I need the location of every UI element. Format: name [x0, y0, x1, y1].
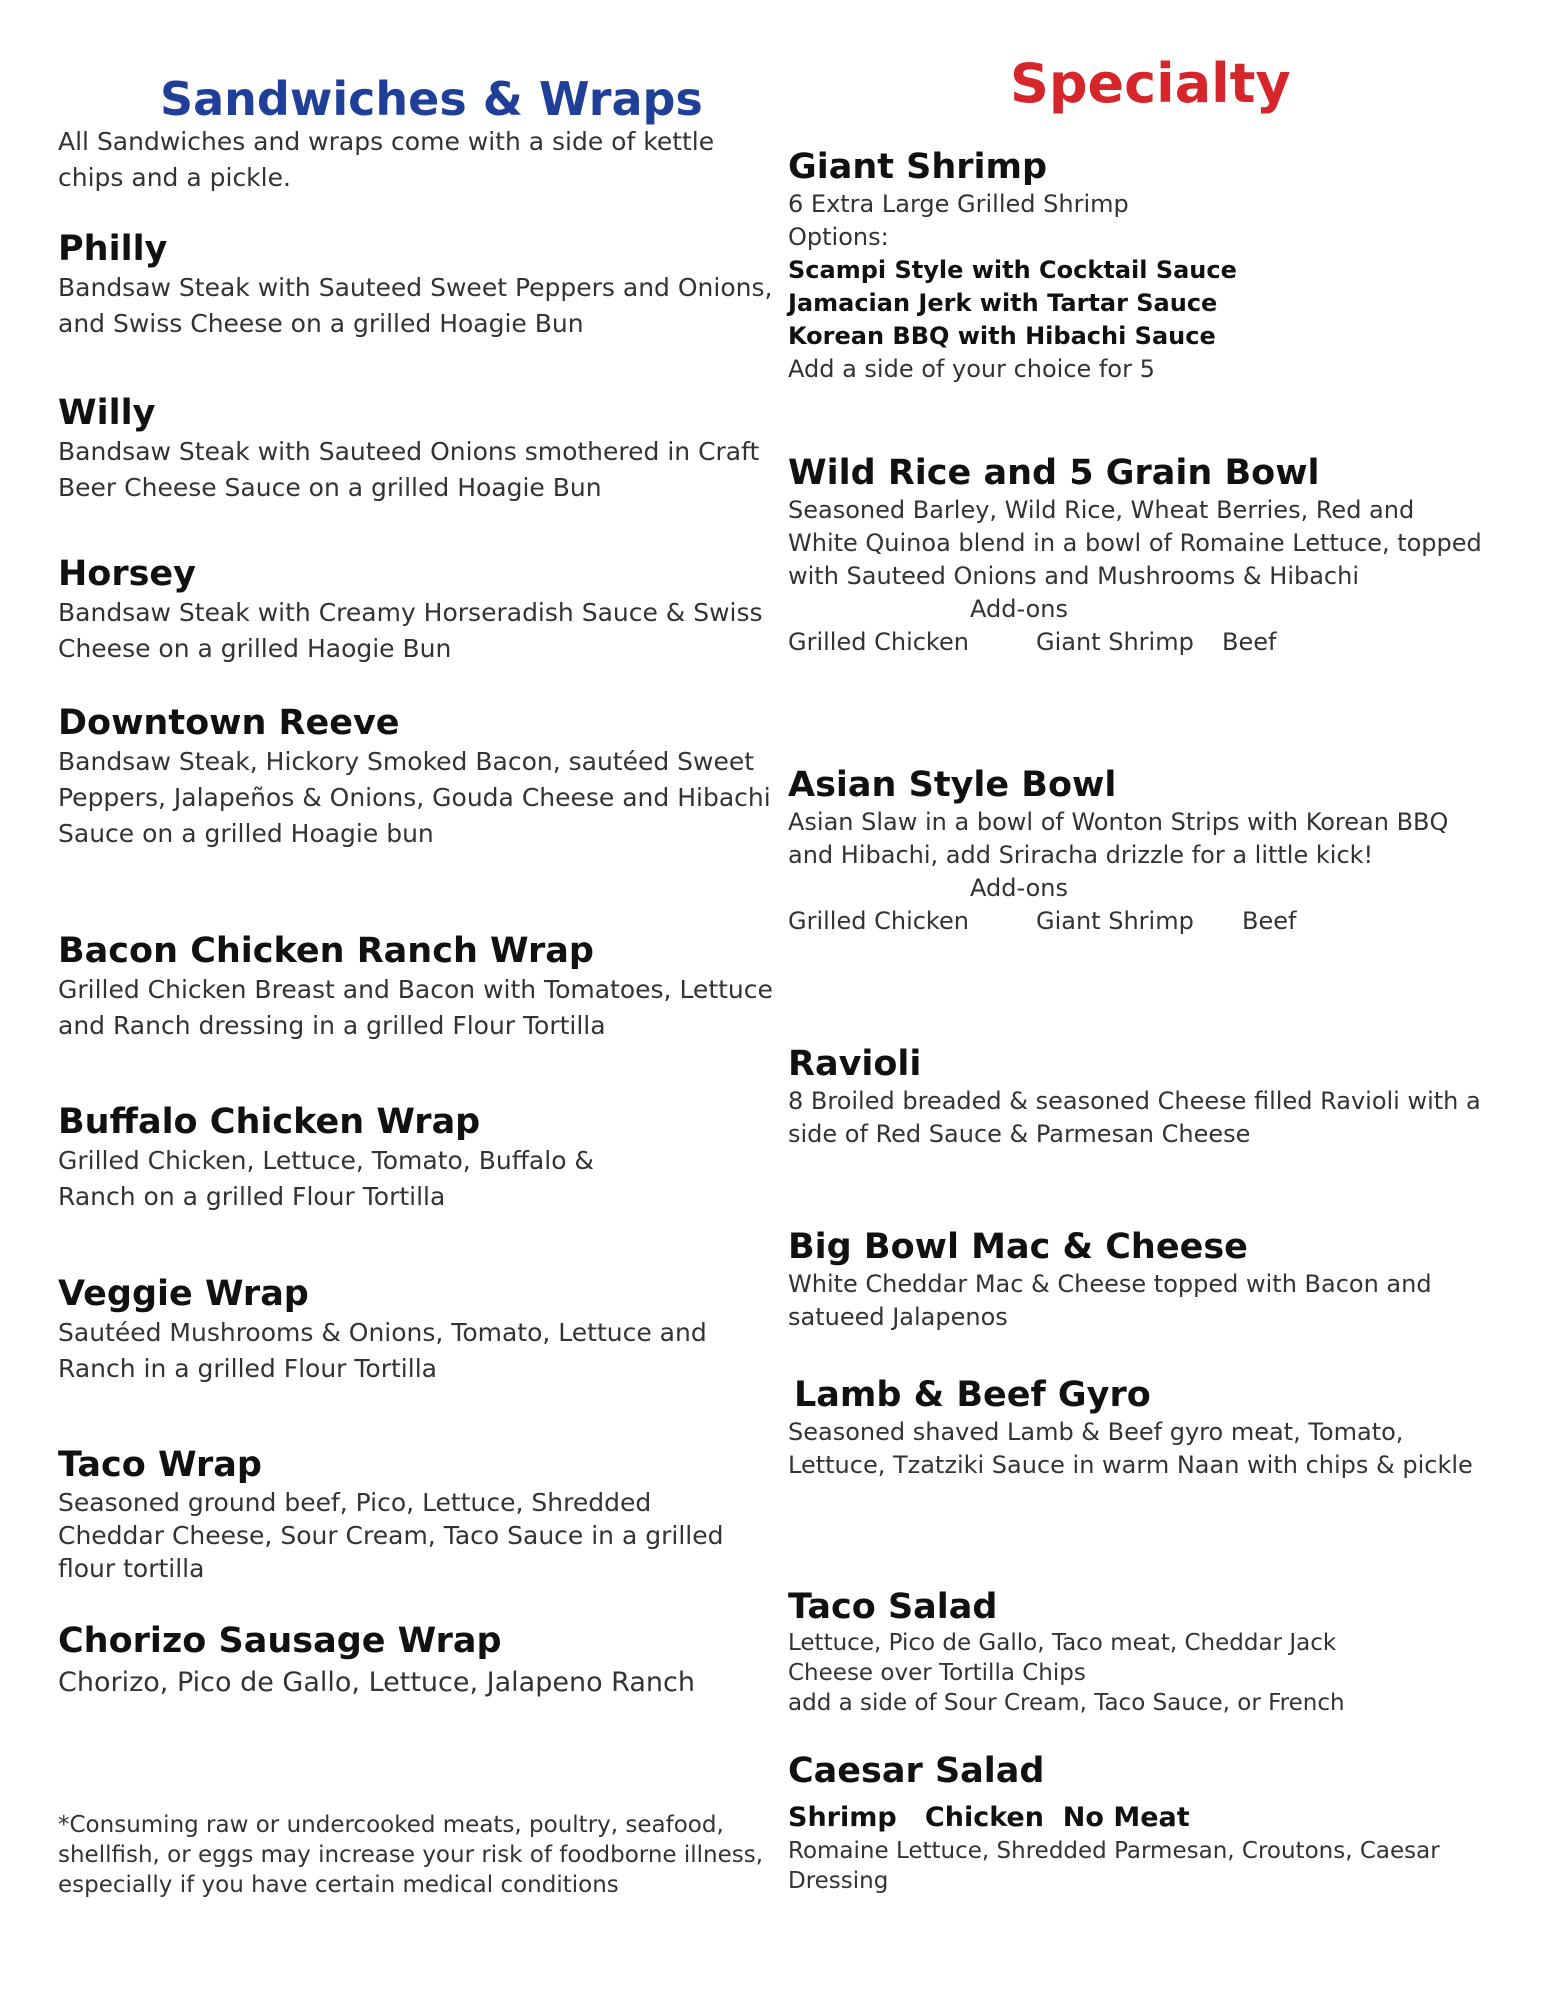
addon-beef: Beef	[1222, 628, 1277, 656]
item-name: Philly	[58, 229, 168, 269]
item-description: Seasoned ground beef, Pico, Lettuce, Shredded Cheddar Cheese, Sour Cream, Taco Sauce in a grilled flour tortilla	[58, 1488, 724, 1583]
item-description: 8 Broiled breaded & seasoned Cheese filled Ravioli with a side of Red Sauce & Parmesan Cheese	[788, 1087, 1481, 1148]
caesar-options	[788, 1800, 1488, 1836]
side-note: add a side of Sour Cream, Taco Sauce, or French	[788, 1690, 1345, 1716]
item-name: Caesar Salad	[788, 1751, 1045, 1791]
item-description: Bandsaw Steak with Creamy Horseradish Sauce & Swiss Cheese on a grilled Haogie Bun	[58, 598, 763, 663]
addons-label: Add-ons	[970, 595, 1068, 623]
item-name: Lamb & Beef Gyro	[794, 1375, 1151, 1415]
item-description: Grilled Chicken Breast and Bacon with Tomatoes, Lettuce and Ranch dressing in a grilled Flour Tortilla	[58, 975, 773, 1040]
option-no-meat: No Meat	[1062, 1802, 1190, 1833]
item-description: Asian Slaw in a bowl of Wonton Strips with Korean BBQ and Hibachi, add Sriracha drizzle for a little kick!	[788, 808, 1449, 869]
item-description: Seasoned shaved Lamb & Beef gyro meat, Tomato, Lettuce, Tzatziki Sauce in warm Naan with chips & pickle	[788, 1418, 1473, 1479]
item-description: Bandsaw Steak with Sauteed Onions smothered in Craft Beer Cheese Sauce on a grilled Hoagie Bun	[58, 437, 760, 502]
item-description: Bandsaw Steak, Hickory Smoked Bacon, sautéed Sweet Peppers, Jalapeños & Onions, Gouda Cheese and Hibachi Sauce on a grilled Hoagie bun	[58, 747, 771, 848]
item-name: Buffalo Chicken Wrap	[58, 1102, 481, 1142]
menu-item-mac-cheese	[788, 1226, 1488, 1334]
item-name: Big Bowl Mac & Cheese	[788, 1227, 1248, 1267]
menu-item-caesar-salad	[788, 1750, 1488, 1896]
option-korean-bbq: Korean BBQ with Hibachi Sauce	[788, 322, 1216, 350]
item-name: Taco Salad	[788, 1587, 998, 1627]
item-name: Taco Wrap	[58, 1445, 262, 1485]
menu-item-taco-salad	[788, 1586, 1408, 1718]
menu-item-downtown-reeve	[58, 702, 778, 852]
item-name: Asian Style Bowl	[788, 765, 1117, 805]
item-name: Chorizo Sausage Wrap	[58, 1621, 502, 1661]
addon-beef: Beef	[1242, 907, 1297, 935]
addon-shrimp: Giant Shrimp	[1036, 907, 1194, 935]
specialty-title: Specialty	[1010, 52, 1291, 115]
menu-item-asian-bowl	[788, 764, 1488, 938]
menu-item-taco-wrap	[58, 1444, 738, 1585]
item-name: Horsey	[58, 554, 196, 594]
item-description: Seasoned Barley, Wild Rice, Wheat Berries, Red and White Quinoa blend in a bowl of Romaine Lettuce, topped with Sauteed Onions and Mushrooms & Hibachi	[788, 496, 1482, 590]
menu-item-philly	[58, 228, 778, 342]
item-description: White Cheddar Mac & Cheese topped with Bacon and satueed Jalapenos	[788, 1270, 1432, 1331]
addon-shrimp: Giant Shrimp	[1036, 628, 1194, 656]
options-label: Options:	[788, 223, 889, 251]
item-description: Chorizo, Pico de Gallo, Lettuce, Jalapeno Ranch	[58, 1667, 695, 1698]
menu-item-veggie-wrap	[58, 1273, 778, 1387]
option-chicken: Chicken	[924, 1802, 1044, 1833]
item-description: Romaine Lettuce, Shredded Parmesan, Croutons, Caesar Dressing	[788, 1838, 1440, 1894]
addon-chicken: Grilled Chicken	[788, 907, 969, 935]
menu-item-chorizo-sausage-wrap	[58, 1620, 698, 1704]
raw-food-notice: *Consuming raw or undercooked meats, poultry, seafood, shellfish, or eggs may increase your risk of foodborne illness, especially if you have certain medical conditions	[58, 1812, 764, 1898]
item-description: Lettuce, Pico de Gallo, Taco meat, Cheddar Jack Cheese over Tortilla Chips	[788, 1630, 1337, 1686]
item-description: Grilled Chicken, Lettuce, Tomato, Buffalo & Ranch on a grilled Flour Tortilla	[58, 1146, 594, 1211]
menu-item-willy	[58, 392, 778, 506]
item-description: 6 Extra Large Grilled Shrimp	[788, 190, 1129, 218]
item-name: Bacon Chicken Ranch Wrap	[58, 931, 594, 971]
item-name: Ravioli	[788, 1044, 922, 1084]
menu-item-giant-shrimp	[788, 146, 1488, 386]
menu-item-gyro	[788, 1374, 1488, 1482]
menu-item-buffalo-chicken-wrap	[58, 1101, 678, 1215]
menu-item-bacon-chicken-ranch-wrap	[58, 930, 778, 1044]
addons-list	[788, 905, 1488, 938]
sandwiches-title: Sandwiches & Wraps	[160, 72, 703, 126]
item-name: Wild Rice and 5 Grain Bowl	[788, 453, 1320, 493]
item-name: Veggie Wrap	[58, 1274, 309, 1314]
item-name: Willy	[58, 393, 156, 433]
addons-label: Add-ons	[970, 874, 1068, 902]
item-description: Sautéed Mushrooms & Onions, Tomato, Lettuce and Ranch in a grilled Flour Tortilla	[58, 1318, 707, 1383]
side-note: Add a side of your choice for 5	[788, 355, 1155, 383]
option-shrimp: Shrimp	[788, 1802, 897, 1833]
option-jerk: Jamacian Jerk with Tartar Sauce	[788, 289, 1218, 317]
menu-item-grain-bowl	[788, 452, 1488, 659]
item-description: Bandsaw Steak with Sauteed Sweet Peppers and Onions, and Swiss Cheese on a grilled Hoagie Bun	[58, 273, 773, 338]
menu-item-horsey	[58, 553, 778, 667]
addon-chicken: Grilled Chicken	[788, 628, 969, 656]
addons-list	[788, 626, 1488, 659]
menu-item-ravioli	[788, 1043, 1488, 1151]
item-name: Downtown Reeve	[58, 703, 400, 743]
option-scampi: Scampi Style with Cocktail Sauce	[788, 256, 1237, 284]
item-name: Giant Shrimp	[788, 147, 1048, 187]
sandwiches-intro: All Sandwiches and wraps come with a side of kettle chips and a pickle.	[58, 127, 715, 192]
